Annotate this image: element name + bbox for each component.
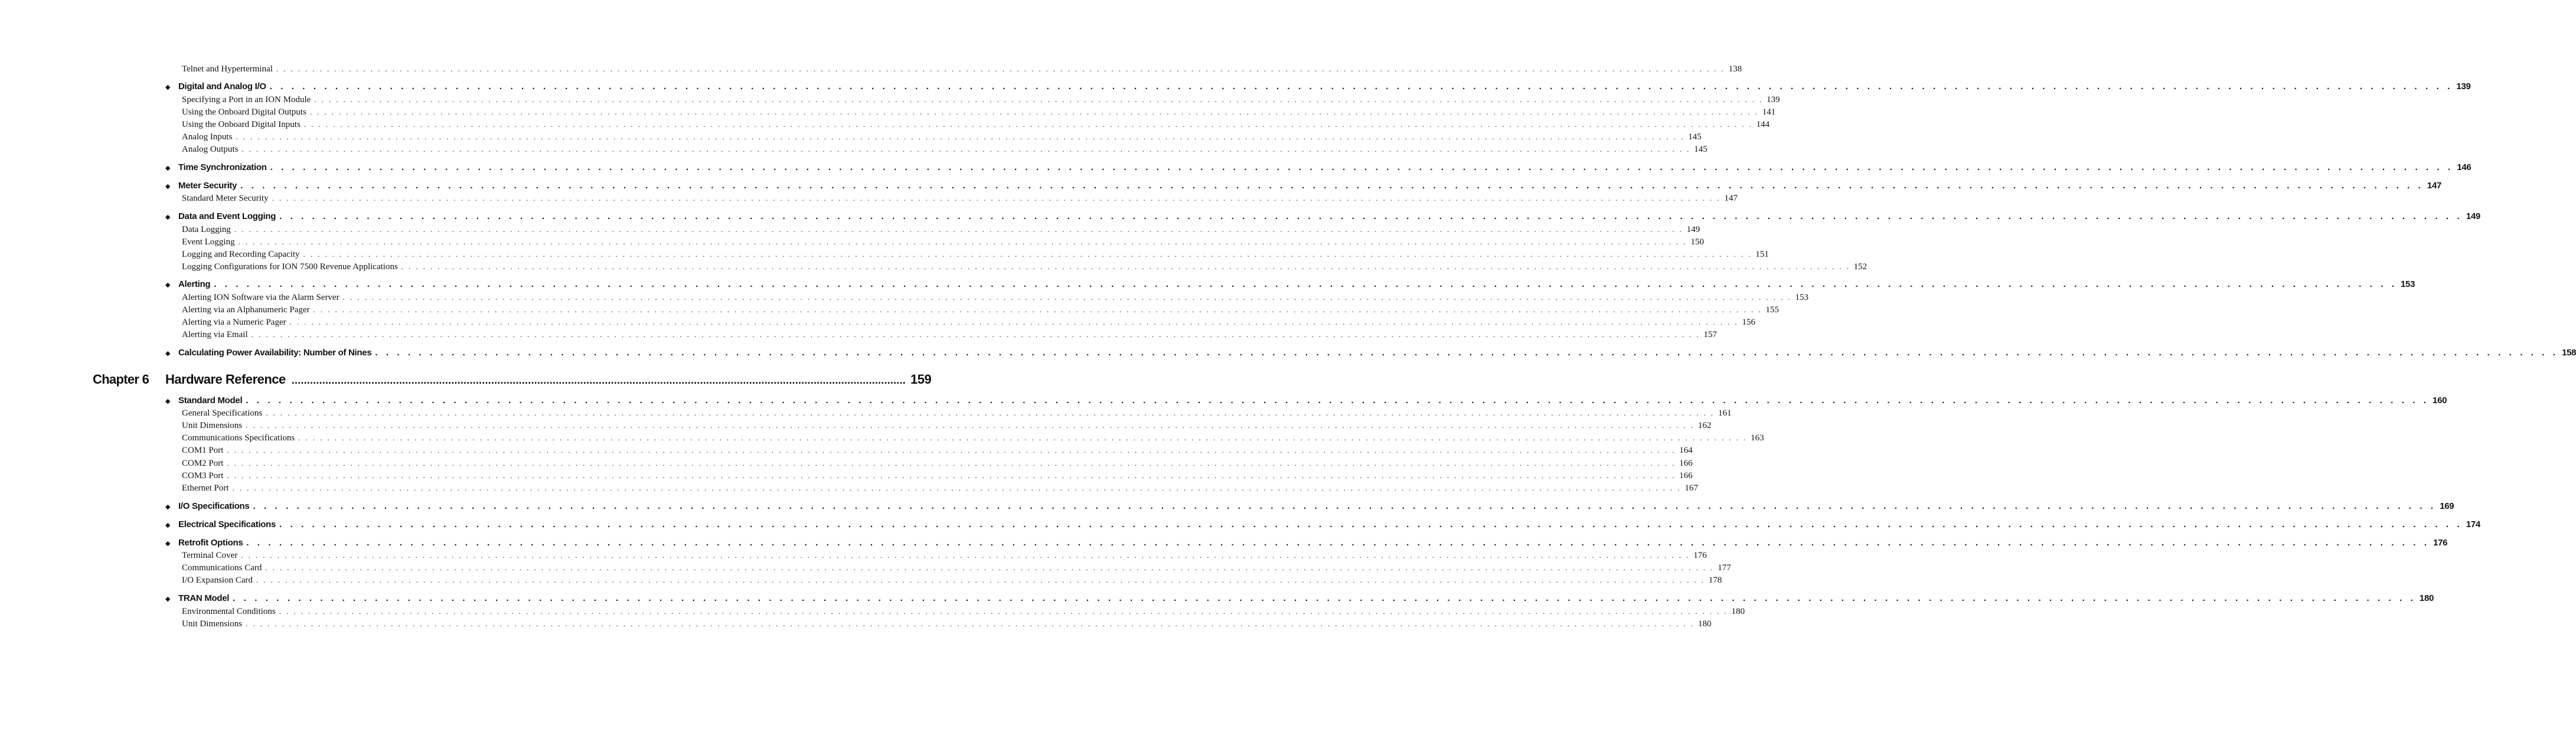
chapter-number: Chapter 6 [93,372,149,387]
toc-chapter-entry[interactable] [165,372,932,388]
page-number: 180 [1731,607,1745,616]
entry-title: COM3 Port [182,471,224,480]
toc-subsection-entry[interactable] [182,329,1717,340]
entry-title: Analog Outputs [182,145,239,154]
page-number: 159 [910,372,932,387]
toc-section-entry[interactable] [165,519,2480,531]
dot-leader: . . . . . . . . . . . . . . . . . . . . . . . . . . . . . . . . . . . . . . . . . . . . . . . . . . . . . . . . . . . . . . . . . . . . . . . . . . . . . . . . . . . . . . . . . . . . . . . . . . . . . . . . . . . . . . . . . . . . . . . . . . . . . . . . . . . . . . . . . . . . . . . . . . . . . . . . . . . . . . . . . . . . . . . . . . . . . . . . . . . . . . . . . . . . . . . . . . . . . . . . [246,395,2430,406]
dot-leader: . . . . . . . . . . . . . . . . . . . . . . . . . . . . . . . . . . . . . . . . . . . . . . . . . . . . . . . . . . . . . . . . . . . . . . . . . . . . . . . . . . . . . . . . . . . . . . . . . . . . . . . . . . . . . . . . . . . . . . . . . . . . . . . . . . . . . . . . . . . . . . . . . . . . . . . . . . . . . . . . . . . . . . . . . . . . . . . . . . . . . . . . . . . . . . . . . . . . . . . . [401,262,1850,271]
toc-section-entry[interactable] [165,501,2454,512]
page-number: 176 [2433,538,2448,548]
entry-title: Retrofit Options [178,538,243,548]
entry-title: Logging Configurations for ION 7500 Revenue Applications [182,262,398,272]
dot-leader: . . . . . . . . . . . . . . . . . . . . . . . . . . . . . . . . . . . . . . . . . . . . . . . . . . . . . . . . . . . . . . . . . . . . . . . . . . . . . . . . . . . . . . . . . . . . . . . . . . . . . . . . . . . . . . . . . . . . . . . . . . . . . . . . . . . . . . . . . . . . . . . . . . . . . . . . . . . . . . . . . . . . . . . . . . . . . . . . . . . . . . . . . . . . . . . . . . . . . . . . [313,305,1762,314]
entry-title: Alerting via a Numeric Pager [182,318,286,327]
entry-title: Ethernet Port [182,483,229,493]
toc-subsection-entry[interactable] [182,132,1702,142]
entry-title: Analog Inputs [182,132,233,142]
entry-title: Logging and Recording Capacity [182,250,300,259]
toc-section-entry[interactable] [165,395,2447,407]
page-number: 161 [1718,408,1732,418]
page-number: 147 [2427,181,2442,191]
entry-title: Data Logging [182,225,231,234]
toc-subsection-entry[interactable] [182,261,1867,272]
toc-subsection-entry[interactable] [182,144,1707,155]
entry-title: Alerting via an Alphanumeric Pager [182,305,310,315]
page-number: 153 [2401,279,2415,289]
dot-leader: . . . . . . . . . . . . . . . . . . . . . . . . . . . . . . . . . . . . . . . . . . . . . . . . . . . . . . . . . . . . . . . . . . . . . . . . . . . . . . . . . . . . . . . . . . . . . . . . . . . . . . . . . . . . . . . . . . . . . . . . . . . . . . . . . . . . . . . . . . . . . . . . . . . . . . . . . . . . . . . . . . . . . . . . . . . . . . . . . . . . . . . . . . . . . . . . . . . . . . . . [289,318,1739,326]
page-number: 138 [1728,64,1742,74]
dot-leader: . . . . . . . . . . . . . . . . . . . . . . . . . . . . . . . . . . . . . . . . . . . . . . . . . . . . . . . . . . . . . . . . . . . . . . . . . . . . . . . . . . . . . . . . . . . . . . . . . . . . . . . . . . . . . . . . . . . . . . . . . . . . . . . . . . . . . . . . . . . . . . . . . . . . . . . . . . . . . . . . . . . . . . . . . . . . . . . . . . . . . . . . . . . . . . . . . . . . . . . . [240,181,2424,191]
entry-title: Calculating Power Availability: Number of Nines [178,348,372,358]
dot-leader: . . . . . . . . . . . . . . . . . . . . . . . . . . . . . . . . . . . . . . . . . . . . . . . . . . . . . . . . . . . . . . . . . . . . . . . . . . . . . . . . . . . . . . . . . . . . . . . . . . . . . . . . . . . . . . . . . . . . . . . . . . . . . . . . . . . . . . . . . . . . . . . . . . . . . . . . . . . . . . . . . . . . . . . . . . . . . . . . . . . . . . . . . . . . . . . . . . . . . . . . [241,551,1690,560]
dot-leader: . . . . . . . . . . . . . . . . . . . . . . . . . . . . . . . . . . . . . . . . . . . . . . . . . . . . . . . . . . . . . . . . . . . . . . . . . . . . . . . . . . . . . . . . . . . . . . . . . . . . . . . . . . . . . . . . . . . . . . . . . . . . . . . . . . . . . . . . . . . . . . . . . . . . . . . . . . . . . . . . . . . . . . . . . . . . . . . . . . . . . . . . . . . . . . . . . . . . . . . . [256,576,1705,584]
dot-leader: ........................................................................................................................................................................................................ [291,374,906,386]
dot-leader: . . . . . . . . . . . . . . . . . . . . . . . . . . . . . . . . . . . . . . . . . . . . . . . . . . . . . . . . . . . . . . . . . . . . . . . . . . . . . . . . . . . . . . . . . . . . . . . . . . . . . . . . . . . . . . . . . . . . . . . . . . . . . . . . . . . . . . . . . . . . . . . . . . . . . . . . . . . . . . . . . . . . . . . . . . . . . . . . . . . . . . . . . . . . . . . . . . . . . . . . [227,471,1676,480]
toc-subsection-entry[interactable] [182,470,1693,481]
dot-leader: . . . . . . . . . . . . . . . . . . . . . . . . . . . . . . . . . . . . . . . . . . . . . . . . . . . . . . . . . . . . . . . . . . . . . . . . . . . . . . . . . . . . . . . . . . . . . . . . . . . . . . . . . . . . . . . . . . . . . . . . . . . . . . . . . . . . . . . . . . . . . . . . . . . . . . . . . . . . . . . . . . . . . . . . . . . . . . . . . . . . . . . . . . . . . . . . . . . . . . . . [279,607,1728,616]
page-number: 178 [1708,576,1722,585]
page-number: 160 [2433,395,2447,406]
entry-title: Alerting [178,279,211,289]
toc-subsection-entry[interactable] [182,94,1780,105]
dot-leader: . . . . . . . . . . . . . . . . . . . . . . . . . . . . . . . . . . . . . . . . . . . . . . . . . . . . . . . . . . . . . . . . . . . . . . . . . . . . . . . . . . . . . . . . . . . . . . . . . . . . . . . . . . . . . . . . . . . . . . . . . . . . . . . . . . . . . . . . . . . . . . . . . . . . . . . . . . . . . . . . . . . . . . . . . . . . . . . . . . . . . . . . . . . . . . . . . . . . . . . . [265,563,1715,572]
toc-subsection-entry[interactable] [182,64,1742,74]
dot-leader: . . . . . . . . . . . . . . . . . . . . . . . . . . . . . . . . . . . . . . . . . . . . . . . . . . . . . . . . . . . . . . . . . . . . . . . . . . . . . . . . . . . . . . . . . . . . . . . . . . . . . . . . . . . . . . . . . . . . . . . . . . . . . . . . . . . . . . . . . . . . . . . . . . . . . . . . . . . . . . . . . . . . . . . . . . . . . . . . . . . . . . . . . . . . . . . . . . . . . . . . [342,293,1792,302]
entry-title: Terminal Cover [182,551,238,560]
diamond-bullet-icon: ◆ [165,350,171,357]
entry-title: Using the Onboard Digital Inputs [182,120,301,129]
page-number: 174 [2466,519,2480,529]
page-number: 153 [1795,293,1808,302]
entry-title: I/O Specifications [178,501,250,511]
page-number: 157 [1703,330,1717,339]
entry-title: Data and Event Logging [178,211,276,221]
entry-title: Using the Onboard Digital Outputs [182,107,306,117]
toc-subsection-entry[interactable] [182,619,1712,629]
toc-subsection-entry[interactable] [182,305,1779,315]
entry-title: Communications Card [182,563,262,573]
diamond-bullet-icon: ◆ [165,504,171,511]
page-number: 155 [1765,305,1779,315]
dot-leader: . . . . . . . . . . . . . . . . . . . . . . . . . . . . . . . . . . . . . . . . . . . . . . . . . . . . . . . . . . . . . . . . . . . . . . . . . . . . . . . . . . . . . . . . . . . . . . . . . . . . . . . . . . . . . . . . . . . . . . . . . . . . . . . . . . . . . . . . . . . . . . . . . . . . . . . . . . . . . . . . . . . . . . . . . . . . . . . . . . . . . . . . . . . . . . . . . . . . . . . . [279,211,2463,221]
dot-leader: . . . . . . . . . . . . . . . . . . . . . . . . . . . . . . . . . . . . . . . . . . . . . . . . . . . . . . . . . . . . . . . . . . . . . . . . . . . . . . . . . . . . . . . . . . . . . . . . . . . . . . . . . . . . . . . . . . . . . . . . . . . . . . . . . . . . . . . . . . . . . . . . . . . . . . . . . . . . . . . . . . . . . . . . . . . . . . . . . . . . . . . . . . . . . . . . . . . . . . . . [214,279,2398,289]
dot-leader: . . . . . . . . . . . . . . . . . . . . . . . . . . . . . . . . . . . . . . . . . . . . . . . . . . . . . . . . . . . . . . . . . . . . . . . . . . . . . . . . . . . . . . . . . . . . . . . . . . . . . . . . . . . . . . . . . . . . . . . . . . . . . . . . . . . . . . . . . . . . . . . . . . . . . . . . . . . . . . . . . . . . . . . . . . . . . . . . . . . . . . . . . . . . . . . . . . . . . . . . [246,421,1695,430]
page-number: 139 [1767,95,1780,104]
toc-section-entry[interactable] [165,279,2415,290]
page-number: 144 [1756,120,1770,129]
dot-leader: . . . . . . . . . . . . . . . . . . . . . . . . . . . . . . . . . . . . . . . . . . . . . . . . . . . . . . . . . . . . . . . . . . . . . . . . . . . . . . . . . . . . . . . . . . . . . . . . . . . . . . . . . . . . . . . . . . . . . . . . . . . . . . . . . . . . . . . . . . . . . . . . . . . . . . . . . . . . . . . . . . . . . . . . . . . . . . . . . . . . . . . . . . . . . . . . . . . . . . . . [266,408,1715,417]
page-number: 177 [1718,563,1731,573]
dot-leader: . . . . . . . . . . . . . . . . . . . . . . . . . . . . . . . . . . . . . . . . . . . . . . . . . . . . . . . . . . . . . . . . . . . . . . . . . . . . . . . . . . . . . . . . . . . . . . . . . . . . . . . . . . . . . . . . . . . . . . . . . . . . . . . . . . . . . . . . . . . . . . . . . . . . . . . . . . . . . . . . . . . . . . . . . . . . . . . . . . . . . . . . . . . . . . . . . . . . . . . . [276,64,1725,73]
page-number: 176 [1693,551,1707,560]
diamond-bullet-icon: ◆ [165,165,171,172]
page-number: 141 [1762,107,1776,117]
dot-leader: . . . . . . . . . . . . . . . . . . . . . . . . . . . . . . . . . . . . . . . . . . . . . . . . . . . . . . . . . . . . . . . . . . . . . . . . . . . . . . . . . . . . . . . . . . . . . . . . . . . . . . . . . . . . . . . . . . . . . . . . . . . . . . . . . . . . . . . . . . . . . . . . . . . . . . . . . . . . . . . . . . . . . . . . . . . . . . . . . . . . . . . . . . . . . . . . . . . . . . . . [227,459,1676,468]
toc-section-entry[interactable] [165,162,2471,174]
toc-subsection-entry[interactable] [182,119,1770,130]
toc-subsection-entry[interactable] [182,563,1731,573]
toc-subsection-entry[interactable] [182,550,1707,561]
page-number: 146 [2457,162,2471,172]
diamond-bullet-icon: ◆ [165,183,171,190]
page-number: 149 [2466,211,2480,221]
page-number: 147 [1724,194,1738,203]
toc-section-entry[interactable] [165,81,2471,93]
dot-leader: . . . . . . . . . . . . . . . . . . . . . . . . . . . . . . . . . . . . . . . . . . . . . . . . . . . . . . . . . . . . . . . . . . . . . . . . . . . . . . . . . . . . . . . . . . . . . . . . . . . . . . . . . . . . . . . . . . . . . . . . . . . . . . . . . . . . . . . . . . . . . . . . . . . . . . . . . . . . . . . . . . . . . . . . . . . . . . . . . . . . . . . . . . . . . . . . . . . . . . . . [269,81,2453,91]
dot-leader: . . . . . . . . . . . . . . . . . . . . . . . . . . . . . . . . . . . . . . . . . . . . . . . . . . . . . . . . . . . . . . . . . . . . . . . . . . . . . . . . . . . . . . . . . . . . . . . . . . . . . . . . . . . . . . . . . . . . . . . . . . . . . . . . . . . . . . . . . . . . . . . . . . . . . . . . . . . . . . . . . . . . . . . . . . . . . . . . . . . . . . . . . . . . . . . . . . . . . . . . [272,194,1721,202]
diamond-bullet-icon: ◆ [165,540,171,547]
entry-title: Hardware Reference [165,372,286,387]
page-number: 151 [1755,250,1769,259]
entry-title: Alerting via Email [182,330,248,339]
entry-title: General Specifications [182,408,263,418]
toc-subsection-entry[interactable] [182,458,1693,469]
toc-section-entry[interactable] [165,593,2434,604]
toc-subsection-entry[interactable] [182,445,1693,456]
page-number: 164 [1679,446,1693,455]
dot-leader: . . . . . . . . . . . . . . . . . . . . . . . . . . . . . . . . . . . . . . . . . . . . . . . . . . . . . . . . . . . . . . . . . . . . . . . . . . . . . . . . . . . . . . . . . . . . . . . . . . . . . . . . . . . . . . . . . . . . . . . . . . . . . . . . . . . . . . . . . . . . . . . . . . . . . . . . . . . . . . . . . . . . . . . . . . . . . . . . . . . . . . . . . . . . . . . . . . . . . . . . [375,348,2559,358]
dot-leader: . . . . . . . . . . . . . . . . . . . . . . . . . . . . . . . . . . . . . . . . . . . . . . . . . . . . . . . . . . . . . . . . . . . . . . . . . . . . . . . . . . . . . . . . . . . . . . . . . . . . . . . . . . . . . . . . . . . . . . . . . . . . . . . . . . . . . . . . . . . . . . . . . . . . . . . . . . . . . . . . . . . . . . . . . . . . . . . . . . . . . . . . . . . . . . . . . . . . . . . . [232,483,1682,492]
page-number: 156 [1742,318,1755,327]
entry-title: Alerting ION Software via the Alarm Server [182,293,339,302]
toc-section-entry[interactable] [165,211,2480,223]
toc-section-entry[interactable] [165,348,2576,359]
entry-title: I/O Expansion Card [182,576,253,585]
entry-title: Meter Security [178,181,237,191]
toc-subsection-entry[interactable] [182,237,1704,247]
page-number: 162 [1697,421,1712,430]
toc-subsection-entry[interactable] [182,420,1712,431]
page-number: 149 [1686,225,1700,234]
entry-title: Digital and Analog I/O [178,81,266,91]
entry-title: COM1 Port [182,446,224,455]
toc-subsection-entry[interactable] [182,433,1764,443]
entry-title: Standard Meter Security [182,194,269,203]
diamond-bullet-icon: ◆ [165,522,171,529]
toc-subsection-entry[interactable] [182,317,1755,328]
page-number: 163 [1751,433,1764,443]
dot-leader: . . . . . . . . . . . . . . . . . . . . . . . . . . . . . . . . . . . . . . . . . . . . . . . . . . . . . . . . . . . . . . . . . . . . . . . . . . . . . . . . . . . . . . . . . . . . . . . . . . . . . . . . . . . . . . . . . . . . . . . . . . . . . . . . . . . . . . . . . . . . . . . . . . . . . . . . . . . . . . . . . . . . . . . . . . . . . . . . . . . . . . . . . . . . . . . . . . . . . . . . [298,433,1748,442]
dot-leader: . . . . . . . . . . . . . . . . . . . . . . . . . . . . . . . . . . . . . . . . . . . . . . . . . . . . . . . . . . . . . . . . . . . . . . . . . . . . . . . . . . . . . . . . . . . . . . . . . . . . . . . . . . . . . . . . . . . . . . . . . . . . . . . . . . . . . . . . . . . . . . . . . . . . . . . . . . . . . . . . . . . . . . . . . . . . . . . . . . . . . . . . . . . . . . . . . . . . . . . . [251,330,1700,339]
page-number: 166 [1679,459,1693,468]
entry-title: Specifying a Port in an ION Module [182,95,311,104]
page-number: 150 [1690,237,1704,247]
dot-leader: . . . . . . . . . . . . . . . . . . . . . . . . . . . . . . . . . . . . . . . . . . . . . . . . . . . . . . . . . . . . . . . . . . . . . . . . . . . . . . . . . . . . . . . . . . . . . . . . . . . . . . . . . . . . . . . . . . . . . . . . . . . . . . . . . . . . . . . . . . . . . . . . . . . . . . . . . . . . . . . . . . . . . . . . . . . . . . . . . . . . . . . . . . . . . . . . . . . . . . . . [233,593,2416,603]
dot-leader: . . . . . . . . . . . . . . . . . . . . . . . . . . . . . . . . . . . . . . . . . . . . . . . . . . . . . . . . . . . . . . . . . . . . . . . . . . . . . . . . . . . . . . . . . . . . . . . . . . . . . . . . . . . . . . . . . . . . . . . . . . . . . . . . . . . . . . . . . . . . . . . . . . . . . . . . . . . . . . . . . . . . . . . . . . . . . . . . . . . . . . . . . . . . . . . . . . . . . . . . [227,446,1676,455]
entry-title: COM2 Port [182,459,224,468]
page-number: 180 [2419,593,2434,603]
entry-title: TRAN Model [178,593,230,603]
entry-title: Communications Specifications [182,433,295,443]
entry-title: Time Synchronization [178,162,267,172]
dot-leader: . . . . . . . . . . . . . . . . . . . . . . . . . . . . . . . . . . . . . . . . . . . . . . . . . . . . . . . . . . . . . . . . . . . . . . . . . . . . . . . . . . . . . . . . . . . . . . . . . . . . . . . . . . . . . . . . . . . . . . . . . . . . . . . . . . . . . . . . . . . . . . . . . . . . . . . . . . . . . . . . . . . . . . . . . . . . . . . . . . . . . . . . . . . . . . . . . . . . . . . . [241,145,1691,153]
toc-subsection-entry[interactable] [182,249,1769,260]
toc-subsection-entry[interactable] [182,292,1808,303]
toc-subsection-entry[interactable] [182,575,1722,586]
dot-leader: . . . . . . . . . . . . . . . . . . . . . . . . . . . . . . . . . . . . . . . . . . . . . . . . . . . . . . . . . . . . . . . . . . . . . . . . . . . . . . . . . . . . . . . . . . . . . . . . . . . . . . . . . . . . . . . . . . . . . . . . . . . . . . . . . . . . . . . . . . . . . . . . . . . . . . . . . . . . . . . . . . . . . . . . . . . . . . . . . . . . . . . . . . . . . . . . . . . . . . . . [309,107,1759,116]
dot-leader: . . . . . . . . . . . . . . . . . . . . . . . . . . . . . . . . . . . . . . . . . . . . . . . . . . . . . . . . . . . . . . . . . . . . . . . . . . . . . . . . . . . . . . . . . . . . . . . . . . . . . . . . . . . . . . . . . . . . . . . . . . . . . . . . . . . . . . . . . . . . . . . . . . . . . . . . . . . . . . . . . . . . . . . . . . . . . . . . . . . . . . . . . . . . . . . . . . . . . . . . [246,619,1695,628]
toc-section-entry[interactable] [165,181,2442,192]
dot-leader: . . . . . . . . . . . . . . . . . . . . . . . . . . . . . . . . . . . . . . . . . . . . . . . . . . . . . . . . . . . . . . . . . . . . . . . . . . . . . . . . . . . . . . . . . . . . . . . . . . . . . . . . . . . . . . . . . . . . . . . . . . . . . . . . . . . . . . . . . . . . . . . . . . . . . . . . . . . . . . . . . . . . . . . . . . . . . . . . . . . . . . . . . . . . . . . . . . . . . . . . [303,120,1753,129]
entry-title: Telnet and Hyperterminal [182,64,273,74]
dot-leader: . . . . . . . . . . . . . . . . . . . . . . . . . . . . . . . . . . . . . . . . . . . . . . . . . . . . . . . . . . . . . . . . . . . . . . . . . . . . . . . . . . . . . . . . . . . . . . . . . . . . . . . . . . . . . . . . . . . . . . . . . . . . . . . . . . . . . . . . . . . . . . . . . . . . . . . . . . . . . . . . . . . . . . . . . . . . . . . . . . . . . . . . . . . . . . . . . . . . . . . . [253,501,2437,511]
page-number: 180 [1697,619,1712,629]
diamond-bullet-icon: ◆ [165,282,171,289]
entry-title: Unit Dimensions [182,421,243,430]
toc-subsection-entry[interactable] [182,606,1745,617]
page-number: 145 [1694,145,1707,154]
page-number: 145 [1688,132,1702,142]
dot-leader: . . . . . . . . . . . . . . . . . . . . . . . . . . . . . . . . . . . . . . . . . . . . . . . . . . . . . . . . . . . . . . . . . . . . . . . . . . . . . . . . . . . . . . . . . . . . . . . . . . . . . . . . . . . . . . . . . . . . . . . . . . . . . . . . . . . . . . . . . . . . . . . . . . . . . . . . . . . . . . . . . . . . . . . . . . . . . . . . . . . . . . . . . . . . . . . . . . . . . . . . [234,225,1683,234]
toc-subsection-entry[interactable] [182,408,1732,419]
page-number: 167 [1684,483,1698,493]
entry-title: Standard Model [178,395,243,406]
toc-section-entry[interactable] [165,538,2448,549]
dot-leader: . . . . . . . . . . . . . . . . . . . . . . . . . . . . . . . . . . . . . . . . . . . . . . . . . . . . . . . . . . . . . . . . . . . . . . . . . . . . . . . . . . . . . . . . . . . . . . . . . . . . . . . . . . . . . . . . . . . . . . . . . . . . . . . . . . . . . . . . . . . . . . . . . . . . . . . . . . . . . . . . . . . . . . . . . . . . . . . . . . . . . . . . . . . . . . . . . . . . . . . . [246,538,2430,548]
diamond-bullet-icon: ◆ [165,398,171,405]
dot-leader: . . . . . . . . . . . . . . . . . . . . . . . . . . . . . . . . . . . . . . . . . . . . . . . . . . . . . . . . . . . . . . . . . . . . . . . . . . . . . . . . . . . . . . . . . . . . . . . . . . . . . . . . . . . . . . . . . . . . . . . . . . . . . . . . . . . . . . . . . . . . . . . . . . . . . . . . . . . . . . . . . . . . . . . . . . . . . . . . . . . . . . . . . . . . . . . . . . . . . . . . [279,519,2463,529]
diamond-bullet-icon: ◆ [165,84,171,91]
diamond-bullet-icon: ◆ [165,214,171,221]
dot-leader: . . . . . . . . . . . . . . . . . . . . . . . . . . . . . . . . . . . . . . . . . . . . . . . . . . . . . . . . . . . . . . . . . . . . . . . . . . . . . . . . . . . . . . . . . . . . . . . . . . . . . . . . . . . . . . . . . . . . . . . . . . . . . . . . . . . . . . . . . . . . . . . . . . . . . . . . . . . . . . . . . . . . . . . . . . . . . . . . . . . . . . . . . . . . . . . . . . . . . . . . [314,95,1764,104]
entry-title: Unit Dimensions [182,619,243,629]
dot-leader: . . . . . . . . . . . . . . . . . . . . . . . . . . . . . . . . . . . . . . . . . . . . . . . . . . . . . . . . . . . . . . . . . . . . . . . . . . . . . . . . . . . . . . . . . . . . . . . . . . . . . . . . . . . . . . . . . . . . . . . . . . . . . . . . . . . . . . . . . . . . . . . . . . . . . . . . . . . . . . . . . . . . . . . . . . . . . . . . . . . . . . . . . . . . . . . . . . . . . . . . [303,250,1752,259]
diamond-bullet-icon: ◆ [165,596,171,603]
page-number: 158 [2562,348,2576,358]
page-number: 152 [1853,262,1867,272]
dot-leader: . . . . . . . . . . . . . . . . . . . . . . . . . . . . . . . . . . . . . . . . . . . . . . . . . . . . . . . . . . . . . . . . . . . . . . . . . . . . . . . . . . . . . . . . . . . . . . . . . . . . . . . . . . . . . . . . . . . . . . . . . . . . . . . . . . . . . . . . . . . . . . . . . . . . . . . . . . . . . . . . . . . . . . . . . . . . . . . . . . . . . . . . . . . . . . . . . . . . . . . . [270,162,2454,172]
entry-title: Event Logging [182,237,235,247]
toc-subsection-entry[interactable] [182,193,1738,204]
dot-leader: . . . . . . . . . . . . . . . . . . . . . . . . . . . . . . . . . . . . . . . . . . . . . . . . . . . . . . . . . . . . . . . . . . . . . . . . . . . . . . . . . . . . . . . . . . . . . . . . . . . . . . . . . . . . . . . . . . . . . . . . . . . . . . . . . . . . . . . . . . . . . . . . . . . . . . . . . . . . . . . . . . . . . . . . . . . . . . . . . . . . . . . . . . . . . . . . . . . . . . . . [238,237,1687,246]
dot-leader: . . . . . . . . . . . . . . . . . . . . . . . . . . . . . . . . . . . . . . . . . . . . . . . . . . . . . . . . . . . . . . . . . . . . . . . . . . . . . . . . . . . . . . . . . . . . . . . . . . . . . . . . . . . . . . . . . . . . . . . . . . . . . . . . . . . . . . . . . . . . . . . . . . . . . . . . . . . . . . . . . . . . . . . . . . . . . . . . . . . . . . . . . . . . . . . . . . . . . . . . [236,132,1685,141]
entry-title: Environmental Conditions [182,607,276,616]
toc-subsection-entry[interactable] [182,483,1698,493]
entry-title: Electrical Specifications [178,519,276,529]
page-number: 166 [1679,471,1693,480]
page-number: 139 [2456,81,2471,91]
page-number: 169 [2440,501,2454,511]
toc-subsection-entry[interactable] [182,224,1700,235]
toc-subsection-entry[interactable] [182,107,1776,117]
